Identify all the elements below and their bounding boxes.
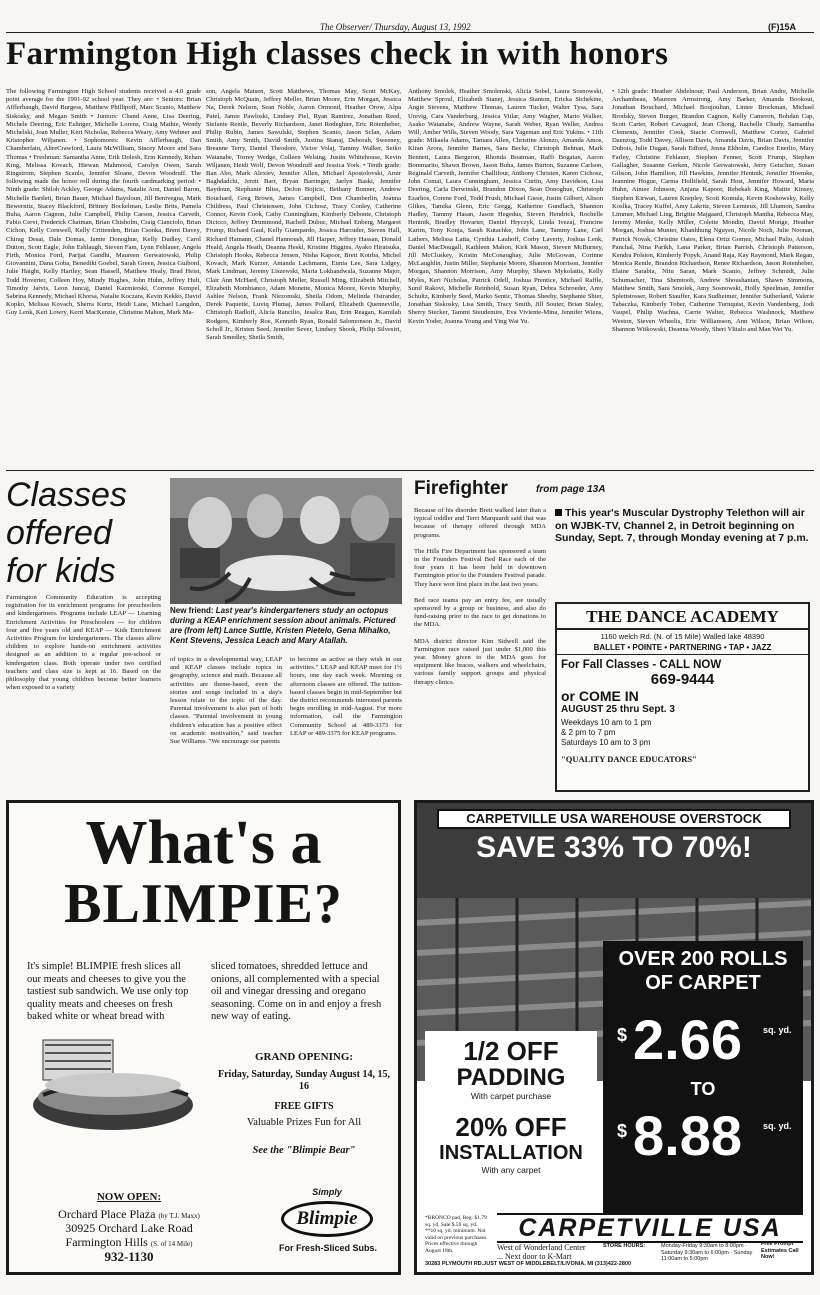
dance-phone: 669-9444 (650, 671, 715, 688)
kids-column-2: of topics in a developmental way, LEAP and KEAP classes include topics in geography, science and math. Because all activities are theme-based, even the stories and songs included in a day's lesson relate to the topic of the day. Parental involvement is also part of both classes. "Parental involvement in young children's education has a positive effect on academic motivation," said teacher Sue Williams. "We encourage our parents (170, 656, 282, 746)
kids-headline-line-2: offered (6, 514, 112, 552)
carpet-price-box (603, 941, 803, 1213)
blimpie-city-note: (S. of 14 Mile) (150, 1240, 193, 1248)
headline: Farmington High classes check in with honors (6, 36, 669, 72)
blimpie-days: Friday, Saturday, Sunday August 14, 15, 16 (218, 1069, 390, 1092)
kids-headline (6, 476, 156, 590)
blimpie-free-gifts: FREE GIFTS (274, 1101, 334, 1112)
carpet-rolls: OVER 200 ROLLS OF CARPET (618, 948, 788, 994)
blimpie-now-open: NOW OPEN: (96, 1191, 162, 1203)
dance-slogan: "QUALITY DANCE EDUCATORS" (561, 754, 697, 764)
carpet-west: West of Wonderland Center (497, 1243, 586, 1252)
blimpie-logo: Blimpie (281, 1201, 373, 1237)
carpet-to: TO (690, 1079, 716, 1099)
honors-column-4: • 12th grade: Heather Abdelnour, Paul Anderson, Brian Andre, Michelle Archambeau, Maureen Armstrong, Amy Barker, Amanda Bookout, Jonathan Bouchard, Michael Boujoulian, Lintee Brockman, Michael Brodsky, Steven Burger, Brandon Cagnon, Kelly Cameron, Bohdan Cap, Scott Carter, Robert Cavagnol, Jean Chong, Rachelle Chudy, Samantha Clements, Jennifer Cook, Stacie Cornwell, Matthew Cortez, Gabriel Daenzog, Todd Davey, Allison Davis, Amanda Davis, Brian Davis, Jennifer Dubois, Julie Dugan, Sarah Edford, Jenna Ekholm, Candice Enerlio, Mary Farley, Christine Fehlauer, Stephen Fenner, Scott Frump, Stephen Gallagher, Susanne Gerken, Nicole Gerwatowski, Jerry Getscher, Susan Gibson, John Hamilton, Jill Hawkins, Jennifer Hentnik, Jennifer Hoemke, Jeannine Hogue, Carma Hollifield, Sarah Host, Jennifer Howard, Maria Huhn, Aimee Johnson, Anjana Kapoor, Rebekah King, Mattie Kinsey, Stephen Kirwan, Lauren Knepley, Scott Komula, Kevin Koshowsky, Kelly Koslka, Tracey Kuffel, Amy Lakritz, Steven Lemieux, Jill Lhamon, Sandra Limmer, Michael Ling, Brigitte Majgaard, Christoph Mantha, Rebecca May, Jeremy Menke, Kelly Miller, Colette Mondin, David Monge, Heather Morgan, Joshua Munter, Khanhhung Nguyen, Nicole Noch, Julie Noonan, Patrick Novak, Christine Oates, Elena Ortiz Gomez, Michael Palio, Ashish Panchal, Nina Parikh, Lana Parker, Brian Parrish, Christoph Patterson, Kendra Polston, Kimberly Popyk, Anand Raja, Kay Raymond, Mark Regan, Monica Rentle, Brandon Richardson, Renee Richardson, Jason Rotenheber, Elaine Sarabia, Nitu Saran, Mark Scanio, Jeffrey Schmidt, Julie Schumacher, Tina Shemtoob, Andrew Shoushanian, Shawn Simmons, Matthew Smith, Sara Smolek, Amy Sosnowski, Holly Speelman, Jennifer Splettstosser, Robert Stauffer, Kara Sudheimer, Jennifer Sutherland, Valerie Tabaczka, Kimberly Tober, Catherine Turnquist, Kevin Vandenberg, Jodi Vaupel, Philip Wachna, Carrie Walter, Rebecca Washnock, Matthew Weston, Steven Wheelis, Eric Williamson, Ann Wilson, Brian Wilson, Shannon Witkowski, Deanna Woody, Sheri Vlitalo and Man Wei Yu. (612, 88, 814, 333)
octopus-photo-graphic (170, 478, 402, 604)
carpet-store-hours (603, 1243, 661, 1250)
carpet-save: SAVE 33% TO 70%! (476, 831, 752, 864)
carpet-unit-2: sq. yd. (763, 1121, 792, 1131)
blimpie-plaza-note: (by T.J. Maxx) (158, 1212, 200, 1220)
blimpie-bear: See the "Blimpie Bear" (252, 1145, 356, 1156)
dance-fall-classes: For Fall Classes - CALL NOW (561, 659, 722, 671)
blimpie-phone: 932-1130 (104, 1249, 154, 1264)
top-rule (6, 32, 814, 33)
carpet-location (497, 1243, 597, 1261)
caption-text: Last year's kindergarteners study an octopus during a KEAP enrichment session about animals. Pictured are (from left) Lance Suttle, Kristen Pietelo, Gena Mihalko, Kent Stevens, Jessica Leach and Mary Atallah. (170, 606, 396, 645)
firefighter-headline: Firefighter (414, 478, 508, 499)
dance-hours-line-2: & 2 pm to 7 pm (561, 728, 616, 737)
blimpie-city-name: Farmington Hills (65, 1235, 148, 1249)
blimpie-ad (6, 800, 401, 1275)
install-off: 20% OFF (455, 1112, 567, 1142)
telethon-note (555, 507, 811, 545)
section-rule (6, 470, 814, 471)
bullet-square-icon (555, 509, 562, 516)
kids-headline-line-3: for kids (6, 552, 116, 590)
padding-note: With carpet purchase (470, 1091, 552, 1101)
honors-column-3: Anthony Smolek, Heather Smolenski, Alicia Sobel, Laura Sosnowski, Matthew Sproul, Elizabeth Stanej, Jessica Stanton, Ericka Stchekine, Angie Stevens, Matthew Thomas, Lauren Tucker, Walter Tysa, Sara Urevig, Cara Vanderburg, Jessica Vitlar, Amy Wagner, Mario Walker, Asako Watanabe, Andrew Wayne, Sarah Weber, Ryan Weller, Andrea Will, Amber Wills, Steven Woody, Sara Yageman and Eric Yukins. • 11th grade: Mikaela Adams, Tamara Allen, Christine Alonzo, Amanda Amos, Kiran Arora, Jennifer Barnes, Sara Becke, Christoph Behnan, Mark Bennett, Laura Bergeron, Rhonda Boatman, Raffi Bogaian, Aaron Bommarito, Shawn Brown, Jason Buha, James Burton, Suzanne Carlson, Reginald Carveth, Jennifer Challifour, Anthony Christen, Karen Cichosz, John Comai, Laura Cunningham, Jessica Curtin, Amy Davidson, Lisa Deering, Carla Derwinski, Brandon Dixon, Sean Donoghue, Christoph Ezarhos, Corene Ford, Todd Frush, Michael Giese, Justin Gilbert, Alison Glikes, Tamika Glenn, Eric Gregg, Katherine Gundlach, Shannon Hadley, Tammy Hasan, Jason Hegedus, Steven Hendrick, Rochelle Hentnik, Bradley Hovarter, Daniel Hryczyk, Linda Ivezaj, Francine Karim, Tony Konja, Sarah Kutachke, John Lane, Tammy Lane, Carl Lathers, Melissa Latta, Cynthia Lauhoff, Corby Laverty, Joshua Lenk, Daniel MacDougall, Kathleen Mahon, Kirk Mason, Steven McBurney, Jill McCluskey, Kristin McConaughay, Julie McGowan, Corinne McLaughlin, Justin Miller, Stephanie Moore, Shannon Morrison, Jennifer Morgan, Shannon Morrison, Amy Murphy, Shawn Mykolaitis, Kelly Myles, Keri Nicholas, Patrick Odell, Joshua Prentice, Michael Raffle, Sunil Rakovi, Michelle Reinhold, Susan Ryan, Debra Schroeder, Amy Schultz, Kimberly Seed, Marko Sentic, Thomas Sheehy, Stephanie Shier, Jonathan Siskosky, Lisa Smith, Tracy Smith, Jill Souter, Brian Staley, Sherry Stecker, Tammi Steudemire, Eva Viviente-Mina, Jennifer Wiens, Kevin Yoder, Joanna Young and Ying Wai Yu. (408, 88, 603, 325)
firefighter-para-2: The Hills Fire Department has sponsored a team in the Founders Festival Bed Race each of the four years it has been held in downtown Farmington prior to the Founders Festival parade. They have won first place in the last two years. (414, 547, 546, 588)
honors-column-1: The following Farmington High School students received a 4.0 grade point average for the 1991-92 school year. They are: • Seniors: Brian Afflerbaugh, David Burgess, Matthew Phillipoff, Marc Scanio, Matthew Siskosky, and Megan Smith • Juniors: Chand Anne, Lisa Deering, Michele Deering, Eric Eslinger, Michelle Lorenz, Craig Mathie, Wendy Michelski, Joan Muller, Keri Nicholas, Rebecca Weary, Amy Wehner and Kristopher Wiljanen. • Sophomores: Kevin Afflerbaugh, Dan Chamberlain, AlireCrawford, Laura McWilliam, Stacey Moore and Sara Thomas • Freshman: Samantha Anne, Erik Dolesh, Erin Kennedy, Rehan King, Melissa Kovach, Hiewan Mahmood, Carolyn Owen, Sarah Ringstrom, Stephen Scanlo, Jennifer Sloane, Devon Woodruff. The following made the honor roll during the fourth cardmarking period: • Ninth grade: Shiloh Ackley, George Adams, Natalie Aon, Daniel Baron, Michelle Bartlett, Brian Bauer, Michael Baysloun, Jill Benivegna, Mark Bewernitz, Stacey Blackford, Britney Bockelman, Leslie Brits, Pamela Buha, Aaron Cagnon, Julie Campbell, Philip Carson, Jessica Carveth, Fabio Cervi, Frederick Chatman, Brian Chisholm, Craig Cianciolo, Brian Cichon, Kelly Cornwell, Kelly Crittenden, Brian Csonka, Brent Davey, Chirag Desai, Dale Domas, Jamie Donoghue, Kelly Dudley, Carol Dutton, Scott Eagle, John Eshlaugh, Steven Fam, Lynn Fehlauer, Angela Firth, Monica Ford, Parijat Gandhi, Maureen Gerwatowski, Philip Giovannini, Dana Goba, Benedikt Goebel, Sarah Green, Jessica Guibord, Julie Haight, Kelly Hartley, Sean Hassell, Matthew Healy, Brad Heist, Todd Hoverter, Colleen Hoy, Mindy Hughes, John Huhn, Jeffrey Hult, Timothy Jarvis, Leon Juncaj, Daniel Kazmierski, Correne Kempel, Sabrina Kennedy, Michael Khorsa, Natalie Koczara, Kevin Kekko, David Kopko, Melissa Kovach, Sherra Kurtz, Heidi Lane, Michael Langdon, Guy Lenk, Keri Lowry, Kerri MacKenzie, Christine Mahon, Mark Ma- (6, 88, 201, 317)
blimpie-grand-opening: GRAND OPENING: (254, 1051, 354, 1063)
dance-styles: BALLET • POINTE • PARTNERING • TAP • JAZZ (557, 643, 808, 655)
carpet-price2-dollar: $ (617, 1121, 628, 1141)
firefighter-para-4: MDA district director Kim Sidwell said the Farmington race raised just under $1,000 this year. Money given to the MDA goes for equipment like braces, walkers and wheelchairs, various family support groups and physical therapy clinics. (414, 637, 546, 686)
carpet-price2: 8.88 (633, 1104, 742, 1167)
carpet-offers (425, 1031, 597, 1209)
carpetville-logo: CARPETVILLE USA (497, 1213, 803, 1243)
carpet-stamp: Free Prompt Estimates Call Now! (761, 1241, 799, 1260)
firefighter-para-1: Because of his disorder Brett walked later than a typical toddler and Terri Marquardt said that was because of therapy offered through MDA programs. (414, 507, 546, 539)
blimpie-body-1: It's simple! BLIMPIE fresh slices all our meats and cheeses to give you the tastiest sub sandwich. We use only top quality meats and cheeses on fresh baked white or wheat bread with (27, 961, 189, 1022)
dance-address: 1160 welch Rd. (N. of 15 Mile) Walled lake 48390 (600, 632, 765, 641)
firefighter-para-3: Bed race teams pay an entry fee, are usually sponsored by a group or business, and also do fund-raising prior to the race to get donations to the MDA. (414, 596, 546, 629)
padding-off: 1/2 OFF (463, 1036, 559, 1066)
page-folio: (F)15A (768, 22, 797, 32)
dance-hours-line-3: Saturdays 10 am to 3 pm (561, 738, 651, 747)
blimpie-city (29, 1235, 229, 1250)
sandwich-illustration (23, 1035, 198, 1140)
honors-column-2: son, Angela Matsen, Scott Matthews, Thomas May, Scott McKay, Christoph McQuain, Jeffrey Meller, Brian Moore, Erin Morgan, Jessica Na, Derek Nelson, Sean Noble, Aaron Ormond, Heather Orow, Alpa Patel, Jamie Pawloski, Lindsey Piel, Ryan Ramirez, Jonathan Reed, Stefanie Rentle, Beverly Richardson, Janet Rodeghier, Eric Rotenheber, Philip Rubin, James Sawulski, Stephen Scanio, Jason Sclan, Adam Smith, Amy Smith, David Smith, Justina Stanaj, Deborah, Sweeney, Breanne Terry, Daniel Theodore, Victor Volaj, Tammy Walker, Seiko Watanabe, Torrey Wedge, Colleen Welsing, Justin Whitehouse, Kevin Wiljanen, Heidi Wolf, Devon Woodruff and Jessica York. • Tenth grade: Ban Abo, Mark Alexiev, Jennifer Allen, Michael Apostolovski, Amir Baghdadchi, Jerett Barr, Bryan Barringer, Jaelyn Baski, Jennifer Baydoun, Stephanie Bliss, DeJon Bojicic, Bethany Bonner, Andrew Bouchard, Greg Brown, James Campbell, Don Chamberlin, Joanna Childress, Paul Christensen, John Cichosz, Tracy Conley, Catherine Connor, Kevin Cook, Cathy Cunningham, Kimberly Debonte, Christoph Dicicco, Jeffrey Drummond, Rachell Dubuc, Michael Enberg, Margaret Frump, Richard Gaul, Kelly Giampardo, Jessica Harcuder, Steven Hall, Richard Hamann, Chanel Hannoush, Jill Harper, Jeffrey Hassan, Donald Heald, Angela Heath, Deanna Heskl, Kristine Higgins, Ayako Hiratsuka, Christoph Hooks, Rebecca Jensen, Nisha Kapoor, Brett Kotrba, Michel Kovach, Mark Kurzer, Amanda Lachmann, Eunia Lee, Sara Lidgey, Mark Lindman, Jeremy Liszewski, Maria Lokhandwala, Suzanne Major, Clair Ann McHard, Christoph Meller, Russell Ming, Elizabeth Mitchell, Elizabeth Mombianco, Adam Monette, Monica Moore, Kevin Murphy, Ashlee Nelson, Frank Niezomski, Sheila Odom, Melinda Ostrander, Derek Paquette, Luviq Plumaj, James Pollard, Elizabeth Quenneville, Christoph Radloff, Alicia Rancilio, Jesalca Rau, Erin Reagan, Kamilah Rodgers, Kimberly Roe, Kenneth Ryan, Ronald Salomonson Jr., David Scholl Jr., Kristen Seed, Jennifer Sever, Lindsey Shook, Philip Silvestri, Sarah Smedley, Sheila Smith, (206, 88, 401, 342)
caption-lead: New friend: (170, 606, 214, 615)
carpet-fine-print: *BRONCO pad, Reg. $1.79 sq. yd. Sale $.59 sq. yd. **10 sq. yd. minimum. Not valid on previous purchases. Prices effective through August 18th. (425, 1215, 488, 1254)
dance-title: THE DANCE ACADEMY (557, 604, 808, 630)
dance-hours (557, 718, 808, 748)
padding-label: PADDING (456, 1064, 566, 1091)
blimpie-street: 30925 Orchard Lake Road (65, 1221, 193, 1235)
carpet-address: 30283 PLYMOUTH RD.JUST WEST OF MIDDLEBELT/LIVONIA, MI (313)422-2800 (425, 1261, 631, 1267)
carpet-banner: CARPETVILLE USA WAREHOUSE OVERSTOCK (437, 809, 791, 829)
blimpie-simply: Simply (312, 1187, 342, 1197)
firefighter-text (414, 507, 546, 797)
carpet-store-hours-title: STORE HOURS: (603, 1243, 646, 1249)
blimpie-title-2: BLIMPIE? (64, 873, 343, 935)
blimpie-prizes: Valuable Prizes Fun for All (246, 1117, 362, 1128)
install-label: INSTALLATION (439, 1142, 583, 1164)
blimpie-tagline: For Fresh-Sliced Subs. (278, 1243, 378, 1253)
blimpie-plaza-name: Orchard Place Plaza (58, 1207, 156, 1221)
dance-come-in: or COME IN (561, 688, 639, 704)
kids-column-3: to become as active as they wish in our activities." LEAP and KEAP meet for 1½ hours, one day each week. Morning or afternoon classes are offered. The tuition-based classes begin in mid-September but the district recommends interested parents begin enrolling in mid-August. For more information, call the Farmington Community School at 489-3373 for LEAP or 489-3375 for KEAP programs. (290, 656, 402, 737)
kids-headline-line-1: Classes (6, 476, 127, 514)
carpet-hours: Monday-Friday 9:30am to 8:00pm · Saturday 9:30am to 6:00pm · Sunday 11:00am to 5:00pm (661, 1243, 753, 1262)
carpet-unit-1: sq. yd. (763, 1025, 792, 1035)
blimpie-body-2: sliced tomatoes, shredded lettuce and onions, all complemented with a special oil and vinegar dressing and oregano seasoning. Come on in and enjoy a fresh new way of eating. (211, 961, 382, 1022)
carpet-next: ... Next door to K-Mart (497, 1252, 572, 1261)
octopus-photo (170, 478, 402, 604)
dance-academy-ad (555, 602, 810, 792)
carpet-price1: 2.66 (633, 1008, 742, 1071)
masthead: The Observer/ Thursday, August 13, 1992 (320, 22, 471, 32)
blimpie-title-1: What's a (85, 809, 322, 877)
carpetville-ad (414, 800, 814, 1275)
photo-caption (170, 606, 404, 646)
dance-hours-line-1: Weekdays 10 am to 1 pm (561, 718, 652, 727)
install-note: With any carpet (481, 1165, 541, 1175)
firefighter-jump: from page 13A (536, 484, 606, 495)
telethon-text: This year's Muscular Dystrophy Telethon will air on WJBK-TV, Channel 2, in Detroit beginning on Sunday, Sept. 7, through Monday evening at 7 p.m. (555, 507, 809, 544)
carpet-price1-dollar: $ (617, 1025, 628, 1045)
blimpie-plaza (29, 1207, 229, 1222)
kids-column-1: Farmington Community Education is accepting registration for its enrichment programs for preschoolers and kindergartners. Programs include LEAP — Learning Enrichment Activities for Preschoolers — for children four and five years old and KEAP — Kids Enrichment Activities Program for kindergarteners. The classes allow children to explore hands-on enrichment activities designed as an addition to a regular pre-school or kindergarten class. Both operate under two certified teachers and class size is kept at 16. Based on the philosophy that young children become better learners when exposed to a variety (6, 594, 161, 692)
dance-dates: AUGUST 25 thru Sept. 3 (561, 704, 675, 715)
